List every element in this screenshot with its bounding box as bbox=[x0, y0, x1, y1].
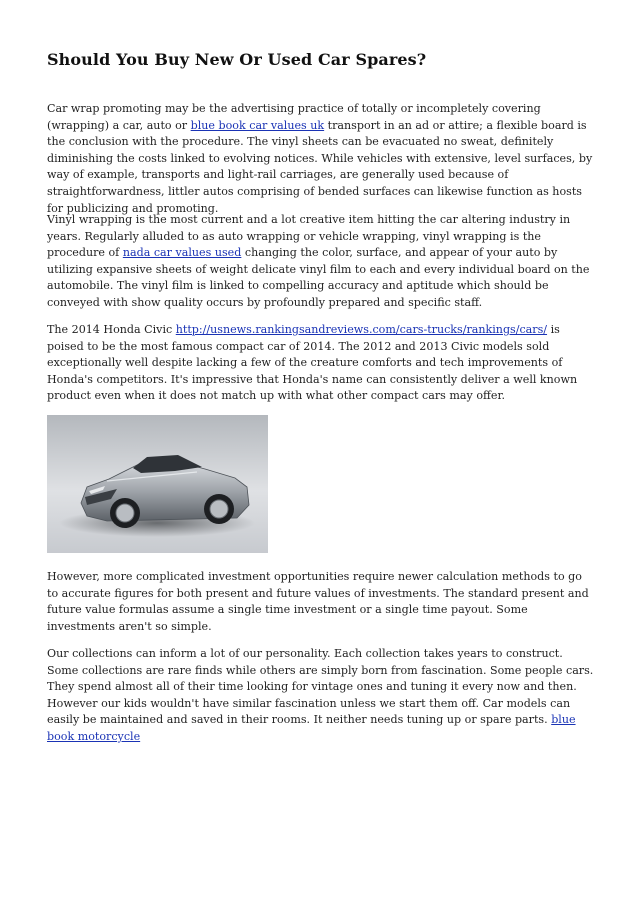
paragraph-text: However, more complicated investment opportunities require newer calculation methods to go to accurate figures for both present and future values of investments. The standard present and future value formulas assume a single time investment or a single time payout. Some investments aren't so simple. bbox=[47, 570, 589, 633]
paragraph-text: Our collections can inform a lot of our personality. Each collection takes years to construct. Some collections are rare finds while others are simply born from fascination. Some people cars. They spend almost all of their time looking for vintage ones and tuning it every now and then. However our kids wouldn't have similar fascination unless we start them off. Car models can easily be maintained and saved in their rooms. It neither needs tuning up or spare parts. bbox=[47, 647, 594, 727]
paragraph-text: Vinyl wrapping is the most current and a lot creative item hitting the car altering industry in years. Regularly alluded to as auto wrapping or vehicle wrapping, vinyl wrapping is the procedure of bbox=[47, 213, 571, 260]
car-photo bbox=[47, 415, 268, 553]
front-rim bbox=[116, 504, 134, 522]
page-title: Should You Buy New Or Used Car Spares? bbox=[47, 50, 427, 69]
rear-rim bbox=[210, 500, 228, 518]
link-usnews-rankings[interactable]: http://usnews.rankingsandreviews.com/cars-trucks/rankings/cars/ bbox=[175, 323, 548, 336]
paragraph-4 bbox=[47, 569, 595, 635]
paragraph-text: is poised to be the most famous compact car of 2014. The 2012 and 2013 Civic models sold exceptionally well despite lacking a few of the creature comforts and tech improvements of Honda's competitors. It's impressive that Honda's name can consistently deliver a well known product even when it does not match up with what other compact cars may offer. bbox=[47, 323, 578, 403]
link-blue-book-car-values-uk[interactable]: blue book car values uk bbox=[190, 118, 325, 132]
car-illustration bbox=[47, 415, 268, 553]
link-blue-book-motorcycle[interactable]: blue book motorcycle bbox=[47, 713, 576, 743]
paragraph-2 bbox=[47, 212, 595, 312]
paragraph-text: changing the color, surface, and appear of your auto by utilizing expansive sheets of weight delicate vinyl film to each and every individual board on the automobile. The vinyl film is linked to compelling accuracy and aptitude which should be conveyed with show quality occurs by profoundly prepared and specific staff. bbox=[47, 246, 590, 309]
paragraph-3 bbox=[47, 322, 595, 405]
paragraph-5 bbox=[47, 646, 595, 746]
paragraph-text: transport in an ad or attire; a flexible board is the conclusion with the procedure. The vinyl sheets can be evacuated no sweat, definitely diminishing the costs linked to evolving notices. While vehicles with extensive, level surfaces, by way of example, transports and light-rail carriages, are generally used because of straightforwardness, littler autos comprising of bended surfaces can likewise function as hosts for publicizing and promoting. bbox=[47, 118, 593, 215]
paragraph-1 bbox=[47, 101, 595, 217]
link-nada-car-values-used[interactable]: nada car values used bbox=[122, 246, 242, 260]
paragraph-text: Car wrap promoting may be the advertising practice of totally or incompletely covering (wrapping) a car, auto or bbox=[47, 102, 541, 132]
paragraph-text: The 2014 Honda Civic bbox=[47, 323, 176, 336]
